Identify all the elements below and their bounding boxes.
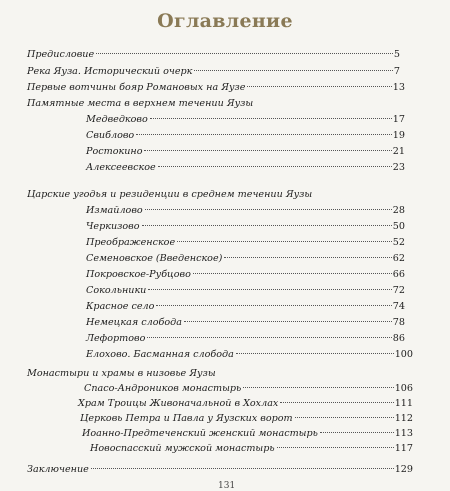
section-heading: Монастыри и храмы в низовье Яузы xyxy=(27,368,216,379)
dot-leader xyxy=(243,387,393,388)
dot-leader xyxy=(224,257,391,258)
dot-leader xyxy=(295,417,394,418)
toc-entry-page: 117 xyxy=(394,443,413,454)
dot-leader xyxy=(277,447,394,448)
dot-leader xyxy=(184,321,392,322)
section-heading: Царские угодья и резиденции в среднем течении Яузы xyxy=(27,189,313,200)
toc-entry[interactable] xyxy=(27,66,400,78)
toc-entry-page: 17 xyxy=(392,114,405,125)
dot-leader xyxy=(96,53,393,54)
dot-leader xyxy=(150,118,392,119)
dot-leader xyxy=(194,70,393,71)
toc-entry-page: 50 xyxy=(392,221,405,232)
toc-entry[interactable] xyxy=(86,205,405,217)
toc-entry[interactable] xyxy=(86,333,405,345)
toc-entry-label: Новоспасский мужской монастырь xyxy=(90,443,275,454)
toc-entry-label: Спасо-Андроников монастырь xyxy=(84,383,242,394)
toc-entry-page: 100 xyxy=(394,349,413,360)
toc-entry-label: Немецкая слобода xyxy=(86,317,182,328)
dot-leader xyxy=(320,432,394,433)
toc-entry-label: Свиблово xyxy=(86,130,135,141)
toc-entry-page: 111 xyxy=(394,398,413,409)
toc-entry-page: 23 xyxy=(392,162,405,173)
toc-entry-page: 28 xyxy=(392,205,405,216)
toc-entry[interactable] xyxy=(86,130,405,142)
toc-entry-label: Церковь Петра и Павла у Яузских ворот xyxy=(80,413,293,424)
toc-entry-page: 7 xyxy=(393,66,400,77)
toc-entry-page: 106 xyxy=(394,383,413,394)
toc-entry[interactable] xyxy=(86,253,405,265)
toc-entry-label: Заключение xyxy=(27,464,89,475)
toc-entry[interactable] xyxy=(90,443,413,455)
toc-entry-label: Река Яуза. Исторический очерк xyxy=(27,66,193,77)
dot-leader xyxy=(158,166,392,167)
toc-entry-label: Медведково xyxy=(86,114,148,125)
toc-entry-page: 113 xyxy=(394,428,413,439)
toc-entry-label: Черкизово xyxy=(86,221,140,232)
dot-leader xyxy=(177,241,392,242)
toc-entry-page: 78 xyxy=(392,317,405,328)
toc-entry-page: 74 xyxy=(392,301,405,312)
toc-entry[interactable] xyxy=(78,398,413,410)
toc-entry-label: Ростокино xyxy=(86,146,143,157)
toc-entry-page: 86 xyxy=(392,333,405,344)
toc-entry[interactable] xyxy=(86,162,405,174)
dot-leader xyxy=(145,209,392,210)
toc-entry[interactable] xyxy=(86,237,405,249)
toc-entry-page: 21 xyxy=(392,146,405,157)
dot-leader xyxy=(91,468,394,469)
toc-entry[interactable] xyxy=(80,413,413,425)
toc-entry-label: Покровское-Рубцово xyxy=(86,269,191,280)
toc-entry-page: 19 xyxy=(392,130,405,141)
toc-entry-page: 66 xyxy=(392,269,405,280)
dot-leader xyxy=(148,289,391,290)
toc-entry[interactable] xyxy=(86,301,405,313)
toc-entry[interactable] xyxy=(82,428,413,440)
toc-entry-label: Сокольники xyxy=(86,285,147,296)
dot-leader xyxy=(236,353,394,354)
toc-entry-page: 5 xyxy=(393,49,400,60)
toc-entry-page: 112 xyxy=(394,413,413,424)
section-heading: Памятные места в верхнем течении Яузы xyxy=(27,98,254,109)
toc-entry-label: Иоанно-Предтеченский женский монастырь xyxy=(82,428,318,439)
toc-entry[interactable] xyxy=(86,146,405,158)
page-number: 131 xyxy=(218,481,236,491)
toc-entry-page: 129 xyxy=(394,464,413,475)
toc-entry[interactable] xyxy=(86,317,405,329)
toc-entry-label: Семеновское (Введенское) xyxy=(86,253,223,264)
toc-entry-page: 62 xyxy=(392,253,405,264)
toc-entry[interactable] xyxy=(86,221,405,233)
toc-entry[interactable] xyxy=(27,464,413,476)
toc-entry[interactable] xyxy=(84,383,413,395)
page-title: Оглавление xyxy=(157,10,293,32)
toc-entry-label: Преображенское xyxy=(86,237,176,248)
toc-entry[interactable] xyxy=(86,269,405,281)
toc-entry[interactable] xyxy=(86,114,405,126)
toc-entry[interactable] xyxy=(27,49,400,61)
dot-leader xyxy=(280,402,393,403)
toc-entry-label: Измайлово xyxy=(86,205,143,216)
toc-entry-label: Предисловие xyxy=(27,49,95,60)
toc-entry-label: Храм Троицы Живоначальной в Хохлах xyxy=(78,398,279,409)
dot-leader xyxy=(193,273,392,274)
dot-leader xyxy=(142,225,392,226)
dot-leader xyxy=(147,337,391,338)
toc-entry-label: Первые вотчины бояр Романовых на Яузе xyxy=(27,82,246,93)
toc-entry-page: 72 xyxy=(392,285,405,296)
toc-entry-label: Лефортово xyxy=(86,333,146,344)
toc-entry[interactable] xyxy=(27,82,405,94)
dot-leader xyxy=(136,134,392,135)
toc-entry-label: Красное село xyxy=(86,301,155,312)
toc-entry-page: 13 xyxy=(392,82,405,93)
toc-entry[interactable] xyxy=(86,285,405,297)
toc-entry-page: 52 xyxy=(392,237,405,248)
toc-entry-label: Елохово. Басманная слобода xyxy=(86,349,234,360)
toc-entry[interactable] xyxy=(86,349,413,361)
toc-entry-label: Алексеевское xyxy=(86,162,156,173)
dot-leader xyxy=(247,86,391,87)
dot-leader xyxy=(156,305,391,306)
dot-leader xyxy=(144,150,391,151)
